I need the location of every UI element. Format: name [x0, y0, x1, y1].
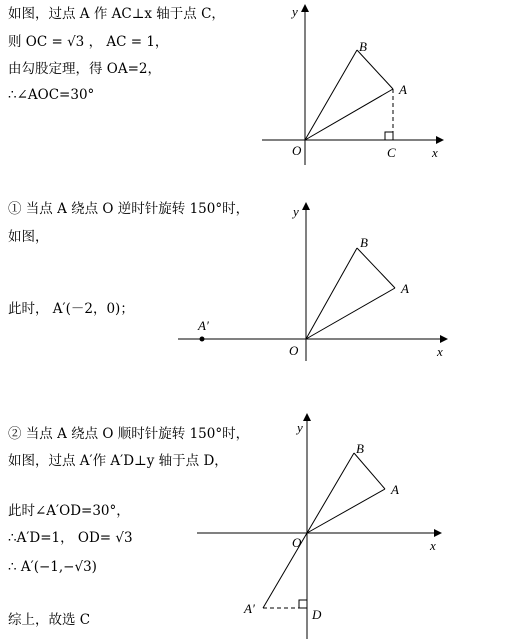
section3-line-3: 此时∠A′OD=30°， — [8, 503, 130, 519]
segment-OB — [306, 248, 357, 339]
label-x: x — [432, 145, 438, 160]
label-A-prime: A′ — [244, 601, 255, 616]
label-C: C — [387, 145, 396, 160]
segment-AB — [357, 50, 393, 89]
section3-line-5: ∴ A′(−1,−√3) — [8, 559, 97, 575]
label-y: y — [297, 420, 303, 435]
segment-OA — [305, 89, 393, 140]
section2-line-3: 此时， A′(－2，0)； — [8, 301, 134, 317]
segment-AB — [357, 248, 395, 288]
label-A: A — [401, 281, 409, 296]
label-O: O — [292, 535, 302, 550]
segment-OB — [305, 50, 357, 140]
right-angle-mark — [385, 132, 393, 140]
label-x: x — [430, 538, 436, 553]
label-x: x — [437, 344, 443, 359]
section1-line-2: 则 OC = √3 ， AC = 1， — [8, 34, 169, 50]
segment-OB — [307, 453, 354, 533]
label-B: B — [359, 39, 367, 54]
label-O: O — [289, 343, 299, 358]
figure-1 — [0, 0, 520, 175]
section3-line-6: 综上，故选 C — [8, 612, 91, 628]
label-A-prime: A′ — [198, 318, 209, 333]
figure-2 — [0, 195, 520, 365]
label-D: D — [312, 607, 322, 622]
section1-line-4: ∴∠AOC=30° — [8, 87, 95, 103]
section2-line-1: ① 当点 A 绕点 O 逆时针旋转 150°时， — [8, 201, 250, 217]
right-angle-mark — [299, 600, 307, 608]
label-y: y — [292, 4, 298, 19]
segment-AB — [354, 453, 385, 489]
label-B: B — [356, 441, 364, 456]
label-A: A — [391, 482, 399, 497]
section1-line-1: 如图，过点 A 作 AC⊥x 轴于点 C， — [8, 6, 225, 22]
section3-line-2: 如图，过点 A′作 A′D⊥y 轴于点 D， — [8, 453, 228, 469]
section3-line-4: ∴A′D=1， OD= √3 — [8, 530, 133, 546]
section1-line-3: 由勾股定理，得 OA=2， — [8, 61, 162, 77]
section3-line-1: ② 当点 A 绕点 O 顺时针旋转 150°时， — [8, 426, 250, 442]
figure-3 — [0, 410, 520, 641]
label-A: A — [399, 82, 407, 97]
label-B: B — [360, 235, 368, 250]
point-A-prime — [200, 337, 205, 342]
section2-line-2: 如图， — [8, 229, 49, 245]
label-O: O — [292, 143, 302, 158]
segment-OA — [307, 489, 385, 533]
label-y: y — [293, 204, 299, 219]
segment-OA — [306, 288, 395, 339]
